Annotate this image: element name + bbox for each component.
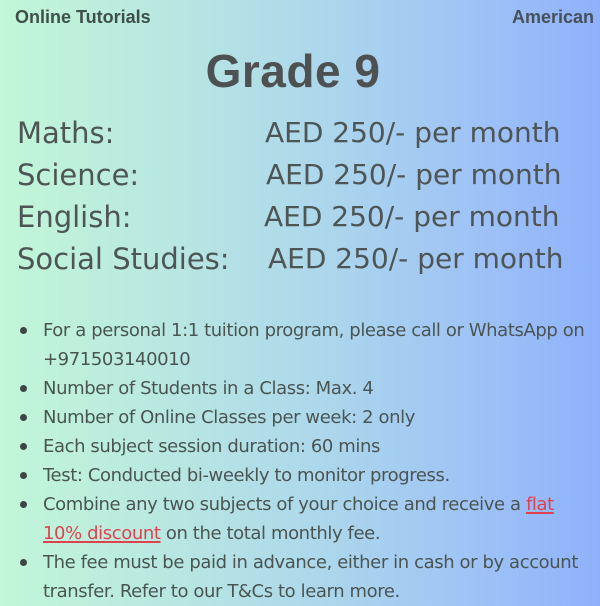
fee-price: AED 250/- per month — [264, 200, 560, 233]
info-list — [20, 316, 590, 606]
fee-row-english — [17, 196, 597, 238]
list-item — [20, 548, 590, 606]
bullet-icon — [20, 414, 27, 421]
fee-price: AED 250/- per month — [265, 116, 561, 149]
list-item-text: on the total monthly fee. — [160, 523, 381, 544]
fee-row-maths — [17, 112, 597, 154]
list-item — [20, 316, 590, 374]
bullet-icon — [20, 385, 27, 392]
fee-price: AED 250/- per month — [266, 158, 562, 191]
list-item — [20, 374, 590, 403]
list-item — [20, 432, 590, 461]
fee-row-science — [17, 154, 597, 196]
list-item-text: The fee must be paid in advance, either in cash or by account transfer. Refer to our T&Cs to learn more. — [43, 552, 578, 602]
list-item-discount — [20, 490, 590, 548]
list-item-text: Number of Online Classes per week: 2 only — [43, 407, 415, 428]
fee-subject: Social Studies: — [17, 242, 230, 276]
page-title: Grade 9 — [205, 45, 381, 97]
list-item — [20, 403, 590, 432]
list-item-text: Each subject session duration: 60 mins — [43, 436, 381, 457]
bullet-icon — [20, 472, 27, 479]
fee-list — [17, 112, 597, 280]
fee-price: AED 250/- per month — [268, 242, 564, 275]
fee-subject: Science: — [17, 158, 140, 192]
list-item-text: Combine any two subjects of your choice and receive a — [43, 494, 526, 515]
bullet-icon — [20, 559, 27, 566]
list-item-text: For a personal 1:1 tuition program, please call or WhatsApp on +971503140010 — [43, 320, 585, 370]
brand-label: Online Tutorials — [15, 7, 151, 27]
fee-subject: Maths: — [17, 116, 115, 150]
curriculum-label: American — [511, 7, 594, 27]
list-item — [20, 461, 590, 490]
bullet-icon — [20, 501, 27, 508]
list-item-text: Number of Students in a Class: Max. 4 — [43, 378, 374, 399]
bullet-icon — [20, 443, 27, 450]
fee-subject: English: — [17, 200, 132, 234]
discount-link[interactable]: flat 10% discount — [43, 494, 554, 544]
fee-row-social-studies — [17, 238, 597, 280]
list-item-text: Test: Conducted bi-weekly to monitor progress. — [43, 465, 450, 486]
bullet-icon — [20, 327, 27, 334]
